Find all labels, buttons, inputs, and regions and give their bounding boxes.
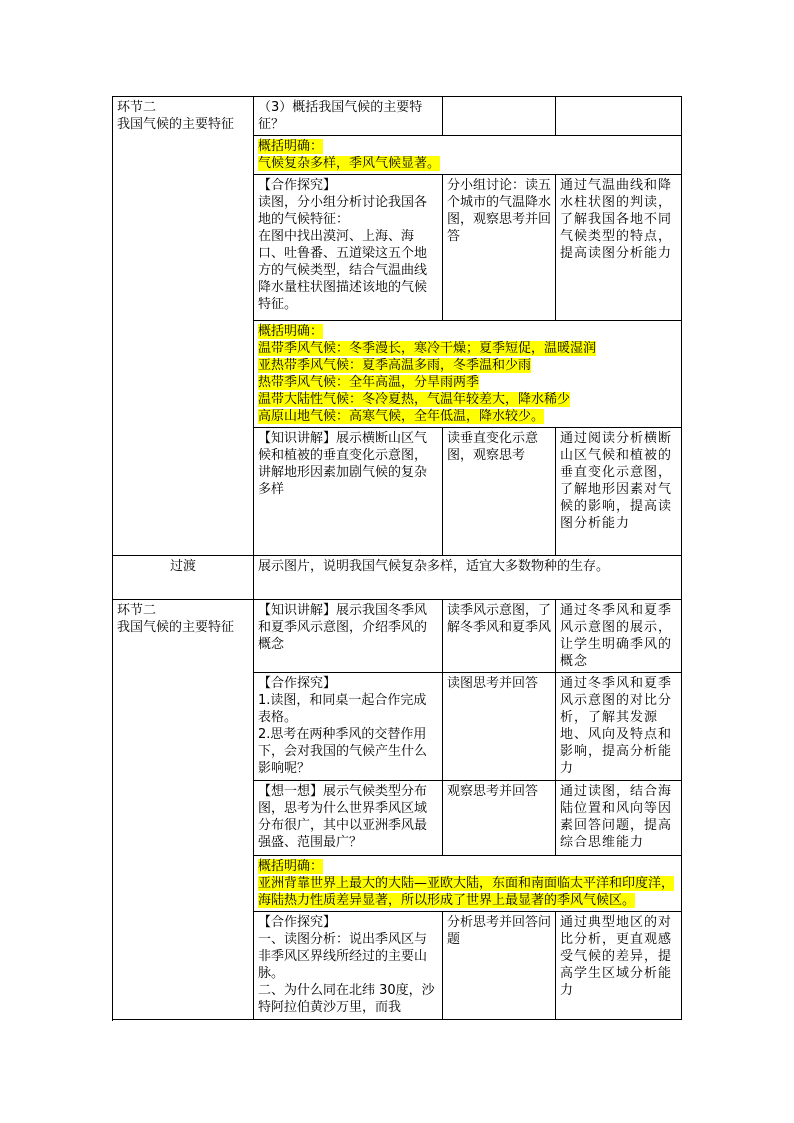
- summary-text: 亚洲背靠世界上最大的大陆—亚欧大陆，东面和南面临太平洋和印度洋，海陆热力性质差异显著，所以形成了世界上最显著的季风气候区。: [258, 876, 675, 908]
- empty-cell: [443, 97, 556, 136]
- activity-line: 2.思考在两种季风的交替作用下，会对我国的气候产生什么影响呢？: [258, 727, 428, 776]
- student-activity-cell: 分析思考并回答问题: [443, 912, 556, 1020]
- summary-text: 气候复杂多样，季风气候显著。: [258, 156, 441, 171]
- activity-line: 在图中找出漠河、上海、海口、吐鲁番、五道梁这五个地方的气候类型，结合气温曲线降水量柱状图描述该地的气候特征。: [258, 229, 428, 312]
- empty-cell: [556, 97, 682, 136]
- summary-label: 概括明确：: [258, 859, 324, 874]
- teacher-activity-cell: 【知识讲解】展示横断山区气候和植被的垂直变化示意图，讲解地形因素加剧气候的复杂多样: [254, 428, 443, 556]
- teacher-activity-cell: 【想一想】展示气候类型分布图，思考为什么世界季风区域分布很广，其中以亚洲季风最强盛、范围最广？: [254, 781, 443, 856]
- summary-line: 温带季风气候：冬季漫长，寒冷干燥；夏季短促，温暖湿润: [258, 341, 597, 356]
- activity-line: 一、读图分析：说出季风区与非季风区界线所经过的主要山脉。: [258, 932, 428, 981]
- student-activity-cell: 分小组讨论：读五个城市的气温降水图，观察思考并回答: [443, 175, 556, 321]
- activity-line: 读图，分小组分析讨论我国各地的气候特征：: [258, 195, 428, 227]
- design-intent-cell: 通过读图，结合海陆位置和风向等因素回答问题，提高综合思维能力: [556, 781, 682, 856]
- section-label-top: [113, 97, 254, 556]
- activity-heading: 【合作探究】: [258, 676, 337, 691]
- summary-cell: [254, 136, 682, 175]
- table-row: [113, 97, 682, 136]
- summary-line: 高原山地气候：高寒气候，全年低温，降水较少。: [258, 409, 545, 424]
- student-activity-cell: 读垂直变化示意图，观察思考: [443, 428, 556, 556]
- design-intent-cell: 通过冬季风和夏季风示意图的展示，让学生明确季风的概念: [556, 600, 682, 673]
- teacher-activity-cell: [254, 912, 443, 1020]
- question-cell: （3）概括我国气候的主要特征？: [254, 97, 443, 136]
- section-label-bottom: [113, 600, 254, 1020]
- design-intent-cell: 通过气温曲线和降水柱状图的判读，了解我国各地不同气候类型的特点，提高读图分析能力: [556, 175, 682, 321]
- activity-heading: 【合作探究】: [258, 915, 337, 930]
- transition-label: 过渡: [113, 556, 254, 600]
- activity-line: 1.读图，和同桌一起合作完成表格。: [258, 693, 427, 725]
- teacher-activity-cell: [254, 673, 443, 781]
- summary-label: 概括明确：: [258, 324, 324, 339]
- summary-line: 温带大陆性气候：冬冷夏热，气温年较差大，降水稀少: [258, 392, 571, 407]
- summary-cell: [254, 856, 682, 912]
- student-activity-cell: 观察思考并回答: [443, 781, 556, 856]
- section-title: 环节二 我国气候的主要特征: [117, 100, 235, 132]
- summary-line: 亚热带季风气候：夏季高温多雨，冬季温和少雨: [258, 358, 532, 373]
- lesson-plan-table: [112, 96, 682, 1020]
- summary-cell: [254, 321, 682, 428]
- design-intent-cell: 通过典型地区的对比分析，更直观感受气候的差异，提高学生区域分析能力: [556, 912, 682, 1020]
- activity-heading: 【合作探究】: [258, 178, 337, 193]
- activity-line: 二、为什么同在北纬 30度，沙特阿拉伯黄沙万里，而我: [258, 983, 435, 1015]
- teacher-activity-cell: [254, 175, 443, 321]
- table-row: [113, 556, 682, 600]
- section-title: 环节二 我国气候的主要特征: [117, 603, 235, 635]
- student-activity-cell: 读图思考并回答: [443, 673, 556, 781]
- summary-label: 概括明确：: [258, 139, 324, 154]
- design-intent-cell: 通过阅读分析横断山区气候和植被的垂直变化示意图，了解地形因素对气候的影响，提高读图分析能力: [556, 428, 682, 556]
- student-activity-cell: 读季风示意图，了解冬季风和夏季风: [443, 600, 556, 673]
- summary-line: 热带季风气候：全年高温，分旱雨两季: [258, 375, 480, 390]
- design-intent-cell: 通过冬季风和夏季风示意图的对比分析，了解其发源地、风向及特点和影响，提高分析能力: [556, 673, 682, 781]
- transition-text: 展示图片，说明我国气候复杂多样，适宜大多数物种的生存。: [254, 556, 682, 600]
- teacher-activity-cell: 【知识讲解】展示我国冬季风和夏季风示意图，介绍季风的概念: [254, 600, 443, 673]
- table-row: [113, 600, 682, 673]
